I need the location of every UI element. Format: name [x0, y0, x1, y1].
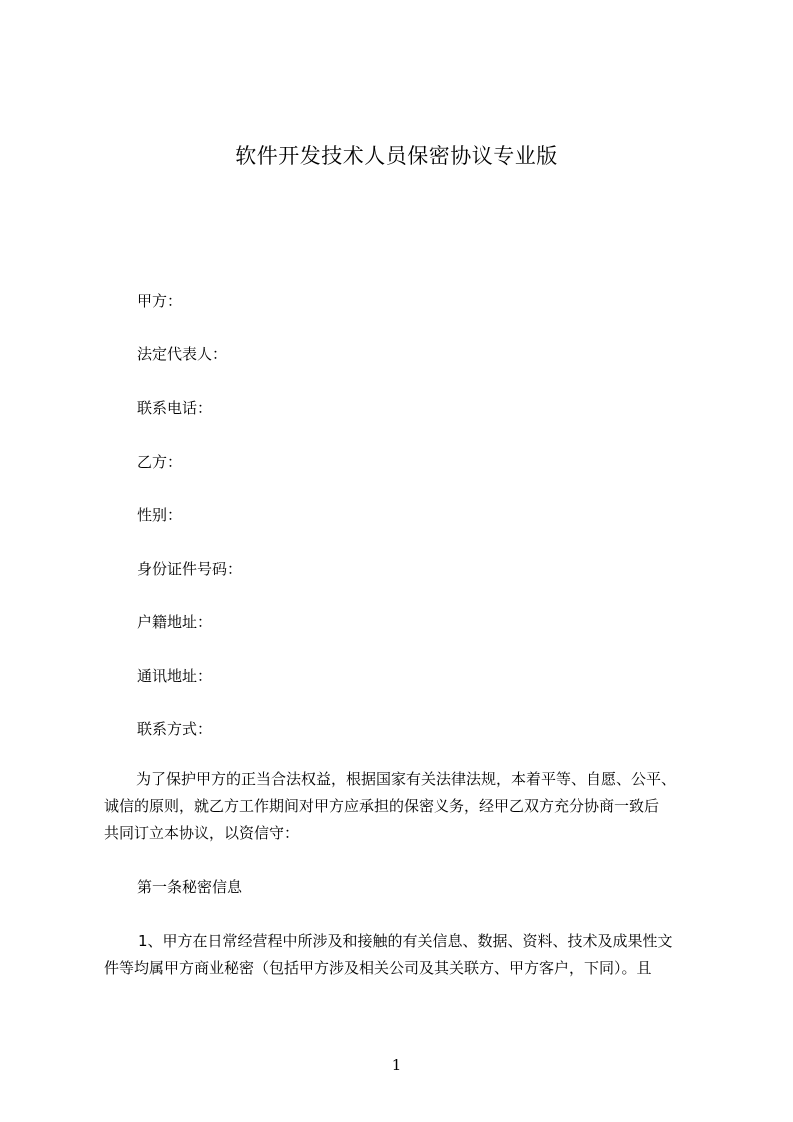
party-a-label: 甲方： [137, 292, 183, 310]
document-title: 软件开发技术人员保密协议专业版 [235, 144, 558, 168]
page-number: 1 [391, 1056, 402, 1074]
intro-line: 共同订立本协议，以资信守： [104, 824, 300, 842]
clause-line: 件等均属甲方商业秘密（包括甲方涉及相关公司及其关联方、甲方客户，下同）。且 [104, 959, 652, 977]
intro-line: 为了保护甲方的正当合法权益，根据国家有关法律法规，本着平等、自愿、公平、 [136, 770, 677, 788]
mailing-address-label: 通讯地址： [137, 667, 213, 685]
contact-method-label: 联系方式： [137, 720, 213, 738]
clause-line: 1、甲方在日常经营程中所涉及和接触的有关信息、数据、资料、技术及成果性文 [138, 932, 673, 950]
id-number-label: 身份证件号码： [137, 560, 243, 578]
gender-label: 性别： [137, 506, 183, 524]
party-b-label: 乙方： [137, 453, 183, 471]
legal-representative-label: 法定代表人： [137, 345, 228, 363]
party-a-phone-label: 联系电话： [137, 399, 213, 417]
section-heading: 第一条秘密信息 [137, 878, 243, 896]
household-address-label: 户籍地址： [137, 613, 213, 631]
clause-1-paragraph [104, 928, 724, 982]
intro-paragraph [104, 766, 724, 847]
intro-line: 诚信的原则，就乙方工作期间对甲方应承担的保密义务，经甲乙双方充分协商一致后 [104, 797, 660, 815]
